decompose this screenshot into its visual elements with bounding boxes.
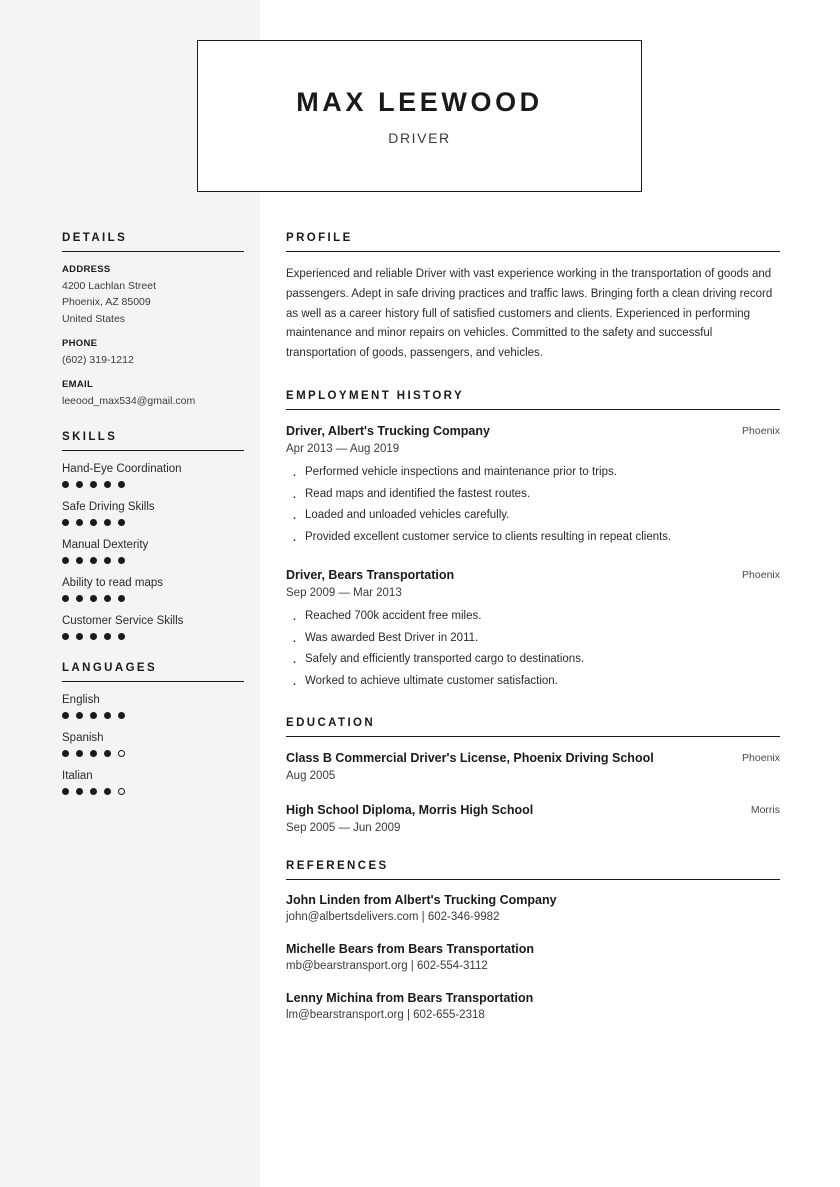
- entry-bullet: · Was awarded Best Driver in 2011.: [286, 630, 780, 648]
- candidate-name: MAX LEEWOOD: [296, 86, 543, 117]
- detail-block: [62, 379, 244, 409]
- rating-dot: [118, 712, 125, 719]
- rating-dot: [90, 750, 97, 757]
- main-column: [286, 232, 780, 1047]
- entry-head: [286, 423, 780, 440]
- profile-heading: PROFILE: [286, 232, 780, 252]
- education-list: [286, 750, 780, 834]
- rating-dot: [62, 633, 69, 640]
- rating-row: [62, 463, 244, 488]
- rating-row: [62, 732, 244, 757]
- details-section: [62, 232, 244, 409]
- education-entry: [286, 750, 780, 782]
- education-heading: EDUCATION: [286, 717, 780, 737]
- rating-dot: [118, 788, 125, 795]
- rating-dot: [104, 750, 111, 757]
- rating-dot: [104, 712, 111, 719]
- rating-dots: [62, 633, 244, 640]
- entry-location: Phoenix: [742, 752, 780, 765]
- entry-bullet: · Performed vehicle inspections and maintenance prior to trips.: [286, 464, 780, 482]
- detail-label: ADDRESS: [62, 264, 111, 275]
- rating-dots: [62, 481, 244, 488]
- rating-dot: [76, 595, 83, 602]
- employment-section: [286, 390, 780, 691]
- rating-label: Hand-Eye Coordination: [62, 463, 182, 476]
- rating-dots: [62, 750, 244, 757]
- rating-dots: [62, 712, 244, 719]
- rating-label: Customer Service Skills: [62, 615, 184, 628]
- skills-list: [62, 463, 244, 640]
- rating-dot: [62, 595, 69, 602]
- rating-label: Spanish: [62, 732, 104, 745]
- details-list: [62, 264, 244, 409]
- entry-date: Sep 2009 — Mar 2013: [286, 586, 402, 599]
- languages-heading: LANGUAGES: [62, 662, 244, 682]
- reference-entry: [286, 893, 780, 923]
- candidate-job-title: DRIVER: [388, 130, 451, 147]
- rating-label: Safe Driving Skills: [62, 501, 155, 514]
- rating-dot: [118, 750, 125, 757]
- detail-label: EMAIL: [62, 379, 94, 391]
- entry-bullet: · Reached 700k accident free miles.: [286, 608, 780, 626]
- rating-label: Ability to read maps: [62, 577, 163, 590]
- reference-contact: mb@bearstransport.org | 602-554-3112: [286, 959, 488, 972]
- reference-entry: [286, 991, 780, 1021]
- entry-date: Aug 2005: [286, 769, 336, 782]
- entry-location: Phoenix: [742, 424, 780, 437]
- profile-text: Experienced and reliable Driver with vast experience working in the transportation of goods and passengers. Adept in safe driving practices and traffic laws. Bringing forth a clean driving record as well as a career history full of satisfied customers and clients. Experienced in performing maintenance and minor repairs on vehicles. Committed to the safety and successful transportation of goods, passengers, and vehicles.: [286, 268, 773, 360]
- detail-value: (602) 319-1212: [62, 353, 134, 366]
- references-list: [286, 893, 780, 1021]
- employment-heading: EMPLOYMENT HISTORY: [286, 390, 780, 410]
- rating-dot: [90, 519, 97, 526]
- reference-contact: john@albertsdelivers.com | 602-346-9982: [286, 910, 500, 923]
- rating-dot: [104, 481, 111, 488]
- languages-list: [62, 694, 244, 795]
- rating-dot: [90, 712, 97, 719]
- entry-head: [286, 567, 780, 584]
- rating-dot: [76, 633, 83, 640]
- languages-section: [62, 662, 244, 795]
- rating-row: [62, 501, 244, 526]
- employment-list: [286, 423, 780, 691]
- references-heading: REFERENCES: [286, 860, 780, 880]
- rating-row: [62, 577, 244, 602]
- education-entry: [286, 802, 780, 834]
- rating-dot: [90, 481, 97, 488]
- rating-dot: [104, 633, 111, 640]
- rating-label: Italian: [62, 770, 93, 783]
- rating-dots: [62, 519, 244, 526]
- rating-dot: [118, 519, 125, 526]
- detail-block: [62, 264, 244, 327]
- details-heading: DETAILS: [62, 232, 244, 252]
- entry-location: Phoenix: [742, 568, 780, 581]
- entry-bullet: · Worked to achieve ultimate customer satisfaction.: [286, 673, 780, 691]
- entry-bullet: · Safely and efficiently transported cargo to destinations.: [286, 651, 780, 669]
- rating-dots: [62, 788, 244, 795]
- rating-row: [62, 694, 244, 719]
- profile-section: [286, 232, 780, 364]
- employment-entry: [286, 423, 780, 547]
- entry-title: High School Diploma, Morris High School: [286, 802, 534, 817]
- sidebar: [62, 232, 244, 817]
- rating-label: Manual Dexterity: [62, 539, 149, 552]
- rating-dot: [62, 519, 69, 526]
- rating-dot: [76, 712, 83, 719]
- skills-section: [62, 431, 244, 640]
- entry-bullet: · Read maps and identified the fastest routes.: [286, 486, 780, 504]
- detail-label: PHONE: [62, 337, 98, 349]
- reference-name: Michelle Bears from Bears Transportation: [286, 941, 534, 956]
- reference-name: Lenny Michina from Bears Transportation: [286, 990, 534, 1005]
- employment-entry: [286, 567, 780, 691]
- entry-bullet: · Loaded and unloaded vehicles carefully.: [286, 507, 780, 525]
- rating-dot: [76, 557, 83, 564]
- skills-heading: SKILLS: [62, 431, 244, 451]
- rating-dot: [90, 557, 97, 564]
- rating-dot: [104, 595, 111, 602]
- rating-dot: [62, 750, 69, 757]
- rating-dot: [62, 788, 69, 795]
- rating-dot: [90, 633, 97, 640]
- entry-head: [286, 750, 780, 767]
- entry-date: Apr 2013 — Aug 2019: [286, 442, 400, 455]
- reference-entry: [286, 942, 780, 972]
- rating-dot: [62, 712, 69, 719]
- rating-dot: [104, 557, 111, 564]
- detail-block: [62, 338, 244, 368]
- rating-dot: [118, 595, 125, 602]
- rating-row: [62, 770, 244, 795]
- entry-title: Class B Commercial Driver's License, Phoenix Driving School: [286, 751, 654, 766]
- rating-dot: [76, 750, 83, 757]
- rating-dots: [62, 557, 244, 564]
- rating-dot: [76, 519, 83, 526]
- entry-title: Driver, Albert's Trucking Company: [286, 423, 490, 438]
- entry-location: Morris: [750, 803, 780, 816]
- reference-name: John Linden from Albert's Trucking Company: [286, 892, 557, 907]
- rating-dot: [76, 481, 83, 488]
- rating-dot: [104, 788, 111, 795]
- references-section: [286, 860, 780, 1021]
- rating-label: English: [62, 694, 100, 707]
- entry-title: Driver, Bears Transportation: [286, 567, 455, 582]
- rating-dot: [118, 481, 125, 488]
- rating-dot: [118, 633, 125, 640]
- rating-row: [62, 615, 244, 640]
- rating-dots: [62, 595, 244, 602]
- rating-dot: [90, 788, 97, 795]
- entry-bullets: [286, 464, 780, 547]
- entry-head: [286, 802, 780, 819]
- rating-dot: [76, 788, 83, 795]
- reference-contact: lm@bearstransport.org | 602-655-2318: [286, 1008, 485, 1021]
- rating-dot: [62, 481, 69, 488]
- education-section: [286, 717, 780, 834]
- rating-dot: [118, 557, 125, 564]
- rating-dot: [104, 519, 111, 526]
- rating-dot: [90, 595, 97, 602]
- rating-row: [62, 539, 244, 564]
- entry-date: Sep 2005 — Jun 2009: [286, 821, 401, 834]
- resume-header: [197, 40, 642, 192]
- rating-dot: [62, 557, 69, 564]
- detail-value: leeood_max534@gmail.com: [62, 395, 196, 408]
- entry-bullet: · Provided excellent customer service to clients resulting in repeat clients.: [286, 529, 780, 547]
- detail-value: 4200 Lachlan Street Phoenix, AZ 85009 United States: [62, 280, 156, 325]
- entry-bullets: [286, 608, 780, 691]
